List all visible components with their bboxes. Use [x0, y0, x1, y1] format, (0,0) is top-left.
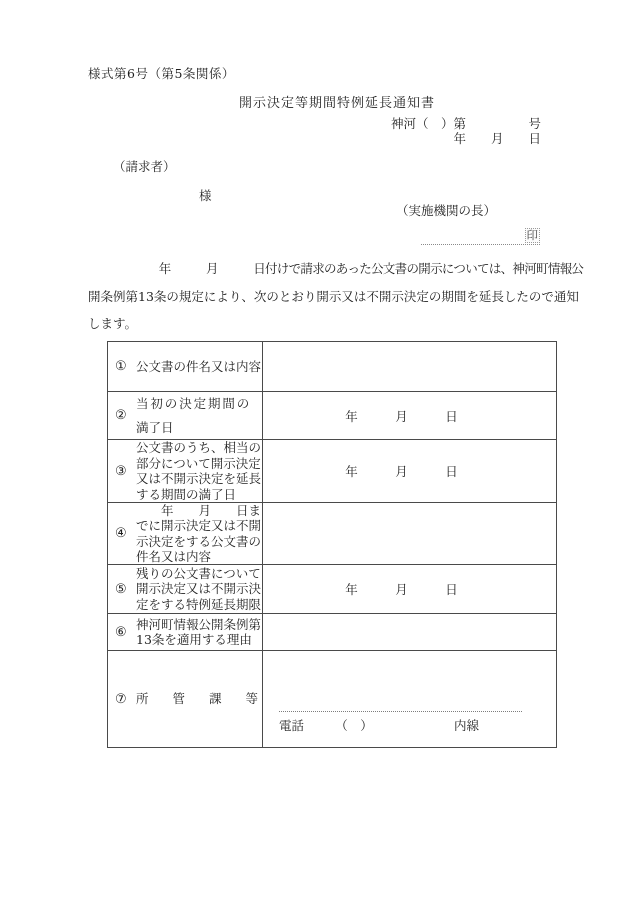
- row-label-cell: [108, 503, 263, 564]
- row-label-cell: [108, 614, 263, 650]
- row-value-cell: [263, 565, 556, 613]
- document-number-block: [391, 116, 541, 146]
- table-row: [108, 614, 556, 651]
- issuer-label: （実施機関の長）: [396, 203, 497, 218]
- row-number: ⑤: [115, 581, 127, 597]
- table-row: [108, 565, 556, 614]
- row-number: ③: [115, 463, 127, 479]
- body-line: 年 月 日付けで請求のあった公文書の開示については、神河町情報公: [88, 261, 584, 276]
- row-number: ④: [115, 526, 127, 541]
- row-label-cell: [108, 440, 263, 502]
- document-date-line: 年 月 日: [453, 131, 541, 146]
- row-number: ①: [115, 359, 127, 374]
- row-label: [136, 392, 262, 440]
- row-label-cell: [108, 342, 263, 391]
- row-label: 公文書のうち、相当の部分について開示決定又は不開示決定を延長する期間の満了日: [136, 440, 262, 502]
- notice-table: [107, 341, 557, 748]
- table-row: [108, 503, 556, 565]
- seal-signature-line: [421, 227, 540, 245]
- row-label: 所管課等: [136, 691, 283, 707]
- date-placeholder: 年 月 日: [345, 582, 458, 597]
- row-label-line: 当初の決定期間の: [136, 395, 252, 411]
- row-value-cell: [263, 614, 556, 650]
- row-value-cell: [263, 342, 556, 391]
- table-row: [108, 440, 556, 503]
- row-number: ⑥: [115, 624, 127, 640]
- addressee-suffix: 様: [199, 188, 212, 203]
- body-line: 開条例第13条の規定により、次のとおり開示又は不開示決定の期間を延長したので通知: [88, 288, 579, 304]
- body-paragraph: [88, 255, 588, 338]
- date-placeholder: 年 月 日: [345, 408, 458, 424]
- date-placeholder: 年 月 日: [345, 464, 458, 479]
- table-row: [108, 651, 556, 747]
- row-number: ⑦: [115, 691, 127, 707]
- requester-label: （請求者）: [113, 159, 176, 174]
- row-label-cell: [108, 565, 263, 613]
- row-label: 公文書の件名又は内容: [136, 358, 262, 374]
- table-row: [108, 392, 556, 440]
- row-label: 残りの公文書について開示決定又は不開示決定をする特例延長期限: [136, 565, 262, 612]
- document-number-line: 神河（ ）第 号: [390, 116, 541, 131]
- form-number: 様式第6号（第5条関係）: [88, 66, 235, 81]
- row-label: 神河町情報公開条例第13条を適用する理由: [136, 616, 262, 647]
- row-label-cell: [108, 651, 283, 747]
- row-number: ②: [115, 408, 127, 423]
- document-title: 開示決定等期間特例延長通知書: [238, 96, 435, 111]
- row-value-cell: [263, 651, 556, 747]
- row-value-cell: [263, 392, 556, 439]
- row-value-cell: [263, 503, 556, 564]
- row-value-cell: [263, 440, 556, 502]
- seal-mark: 印: [526, 228, 538, 242]
- phone-line: 電話 （ ） 内線: [279, 711, 522, 734]
- row-label-cell: [108, 392, 263, 439]
- row-label-line: 満了日: [136, 419, 174, 435]
- row-label: 年 月 日までに開示決定又は不開示決定をする公文書の件名又は内容: [136, 502, 262, 564]
- body-line: します。: [88, 316, 138, 331]
- table-row: [108, 342, 556, 392]
